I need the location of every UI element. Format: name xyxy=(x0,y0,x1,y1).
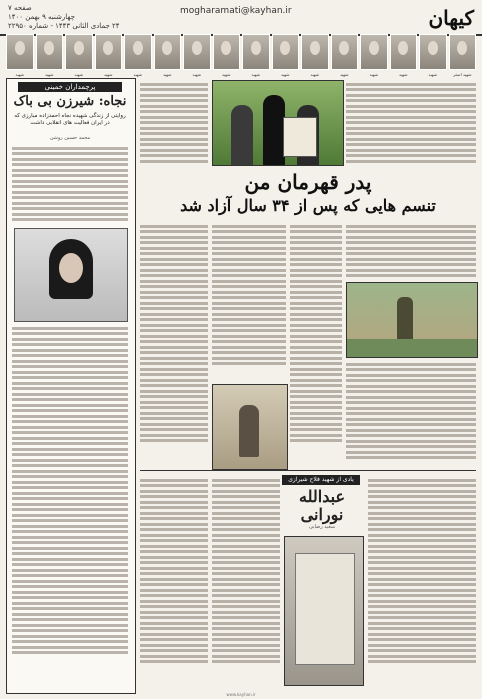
page-number: صفحه ۷ xyxy=(8,4,32,12)
portrait: شهید xyxy=(6,34,34,70)
issue-date: چهارشنبه ۹ بهمن ۱۴۰۰ xyxy=(8,13,75,21)
main-body-col-3 xyxy=(212,222,286,380)
intro-text-left xyxy=(140,80,208,164)
main-body-col-4 xyxy=(140,222,208,468)
bottom-body-col-left xyxy=(140,476,208,688)
portrait: شهید xyxy=(390,34,418,70)
main-subheadline: تنسم هایی که پس از ۳۴ سال آزاد شد xyxy=(180,196,436,215)
portrait: شهید xyxy=(154,34,182,70)
bottom-body-col-right xyxy=(368,476,476,688)
sidebar-body-text xyxy=(12,144,128,224)
portrait: شهید اصغر xyxy=(449,34,477,70)
kneeling-soldier-photo xyxy=(212,384,288,470)
portrait: شهید xyxy=(419,34,447,70)
bottom-body-col-mid xyxy=(212,476,280,688)
main-body-col-1b xyxy=(346,360,476,468)
portrait: شهید xyxy=(65,34,93,70)
page-footer: www.kayhan.ir xyxy=(226,692,256,697)
issue-info xyxy=(8,4,120,31)
sidebar-body-text-2 xyxy=(12,324,128,688)
portrait: شهید xyxy=(124,34,152,70)
box2-author: سعید رضایی xyxy=(308,524,336,530)
main-body-col-2 xyxy=(290,222,342,468)
portrait: شهید xyxy=(183,34,211,70)
section-email: mogharamati@kayhan.ir xyxy=(180,6,292,16)
intro-text xyxy=(346,80,476,164)
sidebar-portrait-photo xyxy=(14,228,128,322)
soldier-landscape-photo xyxy=(346,282,478,358)
sidebar-headline: نجاه: شیرزن بی باک xyxy=(13,94,127,109)
sidebar-tag: پرچمداران خمینی xyxy=(18,82,122,92)
sidebar-author: محمد حسین روشن xyxy=(49,135,91,141)
portrait: شهید xyxy=(301,34,329,70)
issue-number: ۲۴ جمادی الثانی ۱۴۴۳ - شماره ۲۲۹۵۰ xyxy=(8,22,120,30)
portrait: شهید xyxy=(95,34,123,70)
portrait: شهید xyxy=(242,34,270,70)
newspaper-logo: کیهان xyxy=(428,6,474,30)
main-body-col-1 xyxy=(346,222,476,280)
portrait: شهید xyxy=(272,34,300,70)
main-headline: پدر قهرمان من xyxy=(244,170,372,194)
sidebar-subheadline: روایتی از زندگی شهیده نجاه احمدزاده مبارزی که در ایران فعالیت های انقلابی داشت xyxy=(14,113,126,126)
section-divider xyxy=(140,470,476,471)
family-photo xyxy=(212,80,344,166)
box2-headline: عبدالله نورانی xyxy=(299,487,345,524)
gravestone-photo xyxy=(284,536,364,686)
martyrs-portrait-strip xyxy=(6,34,476,76)
portrait: شهید xyxy=(36,34,64,70)
portrait: شهید xyxy=(213,34,241,70)
portrait: شهید xyxy=(360,34,388,70)
portrait: شهید xyxy=(331,34,359,70)
box2-tag: یادی از شهید فلاح شیرازی xyxy=(282,475,360,485)
